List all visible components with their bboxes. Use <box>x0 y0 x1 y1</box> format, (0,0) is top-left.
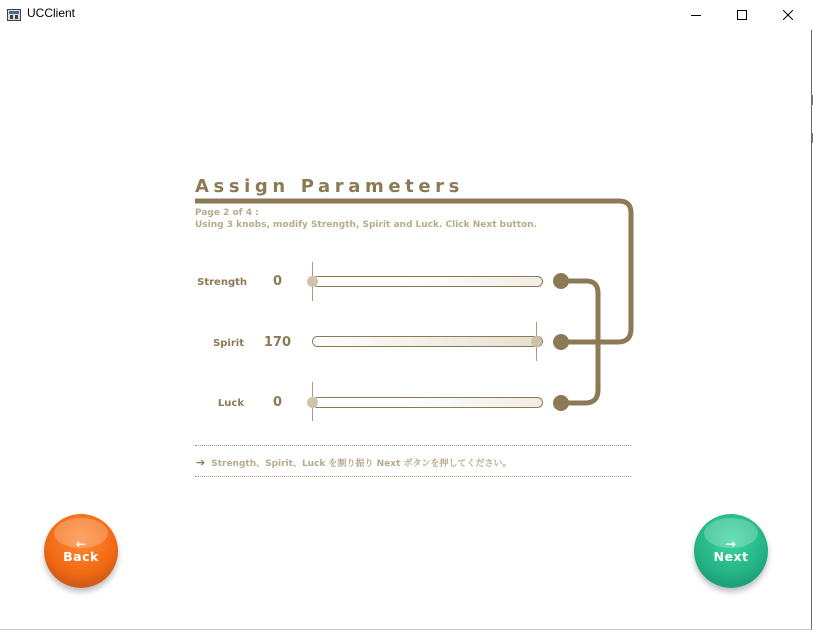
instructions: Using 3 knobs, modify Strength, Spirit and Luck. Click Next button. <box>195 220 538 230</box>
next-button[interactable] <box>694 514 768 588</box>
window-title: UCClient <box>27 6 76 20</box>
strength-value: 0 <box>272 274 282 289</box>
spirit-slider-track[interactable] <box>312 336 543 347</box>
luck-label: Luck <box>217 398 244 409</box>
spirit-end-dot <box>553 334 569 350</box>
page-indicator: Page 2 of 4 : <box>195 208 259 218</box>
strength-slider-track[interactable] <box>312 276 543 287</box>
strength-knob[interactable] <box>307 276 318 287</box>
back-button[interactable] <box>44 514 118 588</box>
arrow-right-icon: ➔ <box>196 456 206 469</box>
divider <box>195 476 631 477</box>
spirit-knob[interactable] <box>531 336 542 347</box>
back-button-label: Back <box>63 549 99 564</box>
spirit-label: Spirit <box>213 338 244 349</box>
arrow-right-icon: → <box>725 537 737 551</box>
spirit-slider-fill <box>313 337 542 346</box>
strength-end-dot <box>553 273 569 289</box>
next-button-label: Next <box>713 549 749 564</box>
spirit-value: 170 <box>263 335 291 350</box>
strength-label: Strength <box>197 277 247 288</box>
luck-value: 0 <box>272 395 282 410</box>
page-title: Assign Parameters <box>195 176 464 197</box>
luck-slider-track[interactable] <box>312 397 543 408</box>
luck-knob[interactable] <box>307 397 318 408</box>
hint-text <box>196 456 512 469</box>
luck-end-dot <box>553 395 569 411</box>
divider <box>195 445 631 446</box>
arrow-left-icon: ← <box>75 537 87 551</box>
hint-message: Strength、Spirit、Luck を割り振り Next ボタンを押してください。 <box>211 459 512 469</box>
